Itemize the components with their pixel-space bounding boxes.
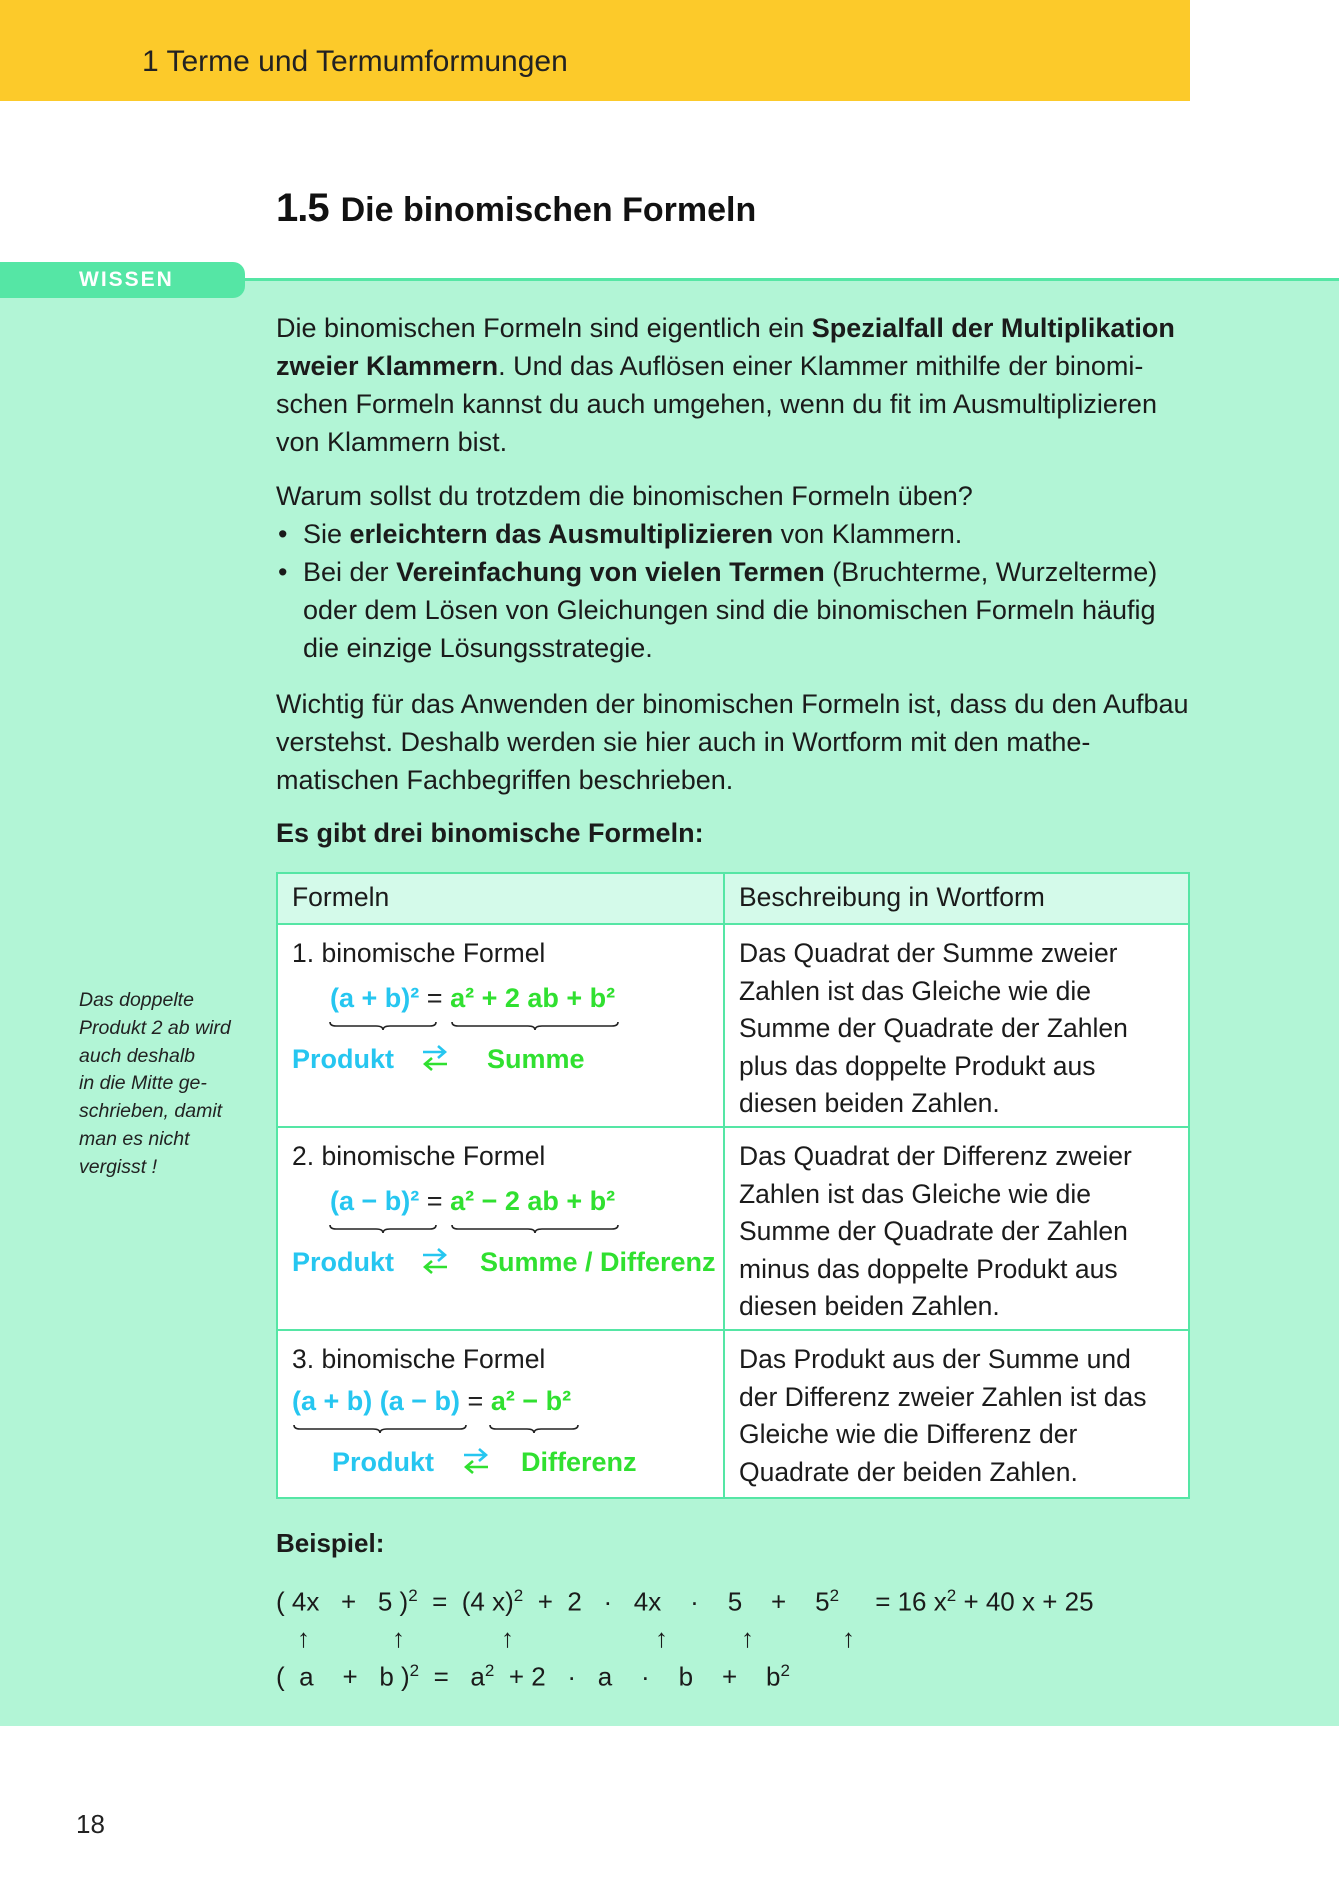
formula-cell — [277, 1127, 724, 1330]
formula-lhs: (a + b)² — [330, 983, 420, 1013]
underbrace-left — [328, 1224, 438, 1234]
up-arrow-icon: ↑ — [297, 1623, 310, 1653]
formula-lhs: (a − b)² — [330, 1186, 420, 1216]
formula-rhs: a² + 2 ab + b² — [450, 983, 616, 1013]
example-term: + 2 · 4x · 5 + 5 — [537, 1586, 830, 1617]
sidenote-line: Das doppelte — [79, 989, 194, 1011]
example-exponent: 2 — [780, 1661, 790, 1680]
example-exponent: 2 — [408, 1586, 418, 1605]
underbrace-right — [450, 1224, 620, 1234]
structure-paragraph: Wichtig für das Anwenden der binomischen Formeln ist, dass du den Aufbau verstehst. Deshalb werden sie hier auch in Wortform mit den mathematischen Fachbegriffen beschrieben. — [276, 689, 1189, 795]
formula-cell — [277, 924, 724, 1127]
chapter-title: 1 Terme und Termumformungen — [142, 45, 568, 78]
description-cell: Das Quadrat der Differenz zweier Zahlen ist das Gleiche wie die Summe der Quadrate der Zahlen minus das doppelte Produkt aus diesen beiden Zahlen. — [724, 1127, 1189, 1330]
example-exponent: 2 — [484, 1661, 495, 1680]
example-exponent: 2 — [946, 1586, 957, 1605]
intro-text-c: . Und das Auflösen einer Klammer mithilfe der binomischen Formeln kannst du auch umgehen, wenn du fit im Ausmultiplizieren von Klammern bist. — [276, 351, 1157, 457]
sidenote-line: Produkt 2 ab wird — [79, 1016, 231, 1039]
up-arrow-icon: ↑ — [842, 1623, 855, 1653]
formula-expression — [330, 980, 615, 1018]
example-line-symbolic — [276, 1661, 790, 1693]
formulas-table — [276, 872, 1190, 1499]
underbrace-left — [292, 1424, 468, 1434]
bullet-text: Sie — [303, 519, 350, 549]
sidenote-line: auch deshalb — [79, 1044, 196, 1067]
sidenote-line: in die Mitte ge- — [79, 1072, 207, 1095]
wissen-tag: WISSEN — [0, 262, 245, 298]
example-line-numeric — [276, 1586, 1094, 1618]
table-header-row — [277, 873, 1189, 924]
table-header: Formeln — [277, 873, 724, 924]
page-number: 18 — [76, 1809, 105, 1839]
question-text: Warum sollst du trotzdem die binomischen Formeln üben? — [276, 481, 973, 511]
description-cell: Das Quadrat der Summe zweier Zahlen ist das Gleiche wie die Summe der Quadrate der Zahlen plus das doppelte Produkt aus diesen beiden Zahlen. — [724, 924, 1189, 1127]
question-paragraph — [276, 477, 1196, 667]
list-item — [276, 553, 1196, 667]
formula-equals: = — [467, 1386, 484, 1416]
intro-text-bold: Spezialfall der Multiplikation zweier Klammern — [276, 313, 1175, 381]
sidenote-line: vergisst ! — [79, 1155, 158, 1178]
underbrace-left — [328, 1021, 438, 1031]
formula-expression — [292, 1383, 571, 1421]
formula-lhs: (a + b) (a − b) — [292, 1386, 461, 1416]
label-differenz: Differenz — [521, 1447, 637, 1477]
example-term: = a — [433, 1661, 485, 1692]
sidenote-line: schrieben, damit — [79, 1100, 223, 1123]
formula-equals: = — [426, 1186, 443, 1216]
exchange-arrows-icon — [461, 1446, 491, 1476]
underbrace-right — [488, 1424, 580, 1434]
label-summe-differenz: Summe / Differenz — [480, 1247, 716, 1277]
intro-paragraph — [276, 309, 1196, 461]
table-row — [277, 1330, 1189, 1498]
reasons-list — [276, 515, 1196, 667]
description-cell: Das Produkt aus der Summe und der Differenz zweier Zahlen ist das Gleiche wie die Differenz der Quadrate der beiden Zahlen. — [724, 1330, 1189, 1498]
bullet-text: von Klammern. — [773, 519, 963, 549]
exchange-arrows-icon — [420, 1043, 450, 1073]
exchange-arrows-icon — [420, 1246, 450, 1276]
formula-name: 1. binomische Formel — [292, 938, 546, 968]
formulas-heading: Es gibt drei binomische Formeln: — [276, 818, 704, 848]
example-term: ( 4x + 5 ) — [276, 1586, 409, 1617]
up-arrow-icon: ↑ — [741, 1623, 754, 1653]
sidenote — [79, 987, 264, 1182]
formula-name: 3. binomische Formel — [292, 1344, 546, 1374]
bullet-bold: Vereinfachung von vielen Termen — [396, 557, 825, 587]
table-header: Beschreibung in Wortform — [724, 873, 1189, 924]
section-title — [276, 186, 756, 231]
example-exponent: 2 — [513, 1586, 524, 1605]
bullet-bold: erleichtern das Ausmultiplizieren — [349, 519, 774, 549]
formula-equals: = — [426, 983, 443, 1013]
example-term: + 40 x + 25 — [956, 1586, 1094, 1617]
example-term: = 16 x — [875, 1586, 947, 1617]
table-row — [277, 924, 1189, 1127]
label-produkt: Produkt — [292, 1247, 395, 1277]
bullet-text: (Bruchterme, Wurzelterme) oder dem Lösen von Gleichungen sind die binomischen Formeln häufig die einzige Lösungsstrategie. — [303, 557, 1158, 663]
sidenote-line: man es nicht — [79, 1127, 190, 1150]
example-exponent: 2 — [409, 1661, 420, 1680]
formula-name: 2. binomische Formel — [292, 1141, 546, 1171]
label-summe: Summe — [487, 1044, 585, 1074]
up-arrow-icon: ↑ — [501, 1623, 514, 1653]
example-heading: Beispiel: — [276, 1528, 385, 1558]
up-arrow-icon: ↑ — [392, 1623, 405, 1653]
list-item — [276, 515, 1196, 553]
section-name: Die binomischen Formeln — [340, 191, 757, 229]
section-number: 1.5 — [276, 186, 329, 230]
bullet-text: Bei der — [303, 557, 397, 587]
underbrace-right — [450, 1021, 620, 1031]
formula-rhs: a² − 2 ab + b² — [450, 1186, 616, 1216]
example-term: + 2 · a · b + b — [508, 1661, 781, 1692]
formula-cell — [277, 1330, 724, 1498]
formula-expression — [330, 1183, 615, 1221]
label-produkt: Produkt — [332, 1447, 435, 1477]
label-produkt: Produkt — [292, 1044, 395, 1074]
example-exponent: 2 — [829, 1586, 840, 1605]
table-row — [277, 1127, 1189, 1330]
formula-rhs: a² − b² — [490, 1386, 572, 1416]
example-term: = (4 x) — [432, 1586, 514, 1617]
intro-text-a: Die binomischen Formeln sind eigentlich ein — [276, 313, 812, 343]
up-arrow-icon: ↑ — [655, 1623, 668, 1653]
example-term: ( a + b ) — [276, 1661, 410, 1692]
